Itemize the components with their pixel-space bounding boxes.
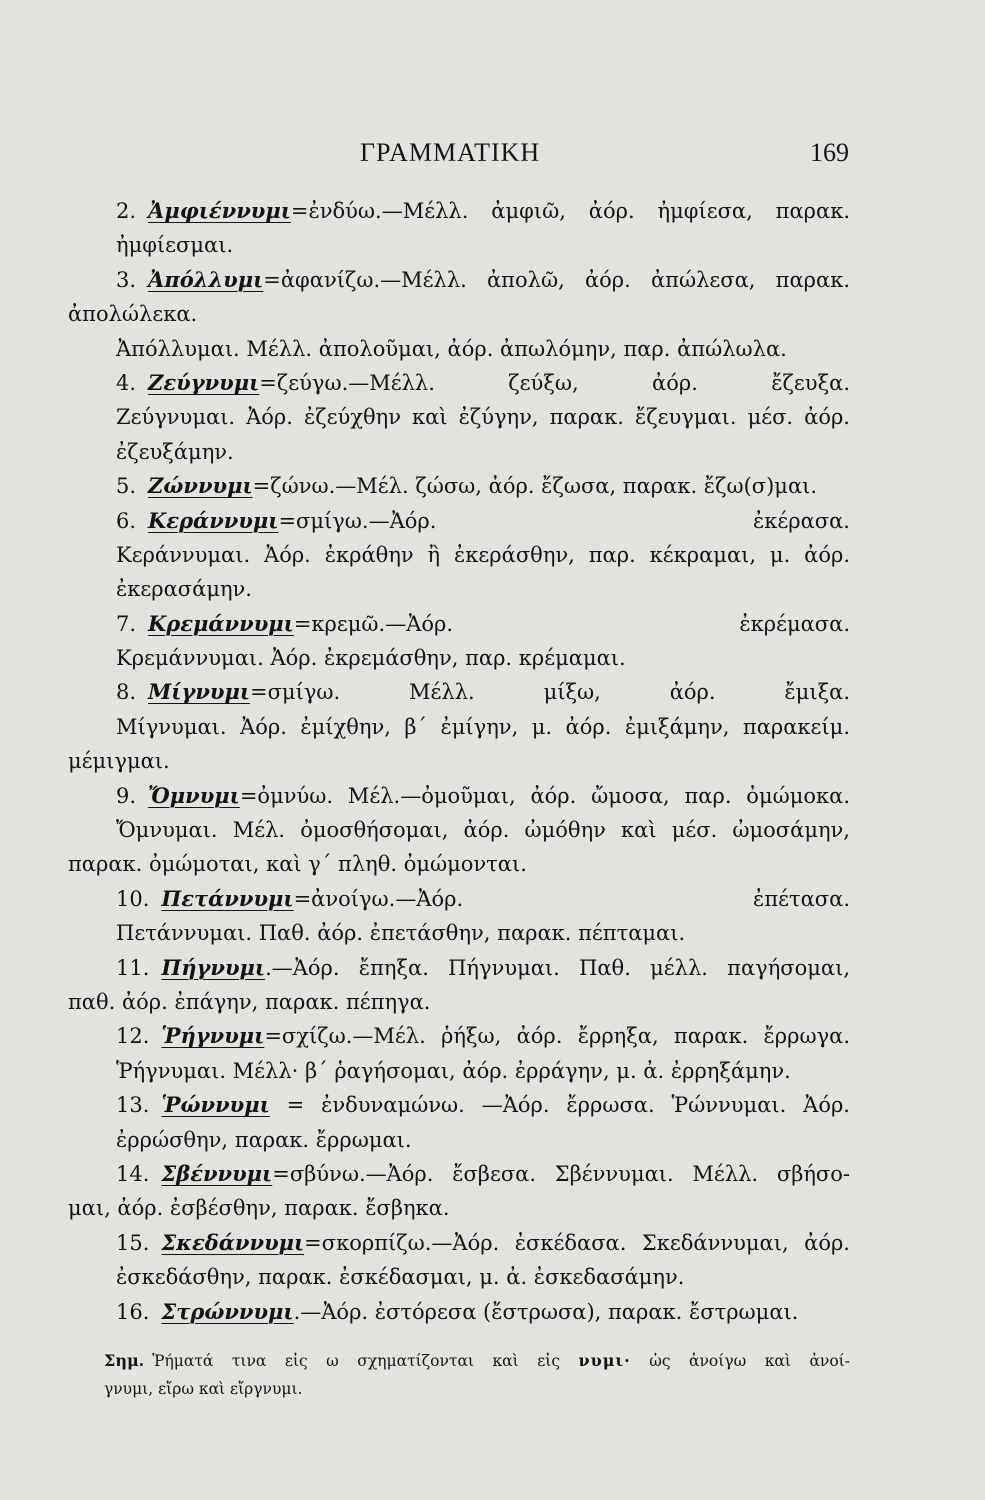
entry-definition: =ζεύγω.—Μέλλ. ζεύξω, ἀόρ. ἔζευξα. [259,370,850,395]
entry-number: 16. [116,1299,150,1324]
entry-number: 5. [116,474,137,499]
entry-first-line [68,882,850,916]
entry-line: ἀπολώλεκα. [68,302,198,327]
entry-number: 15. [116,1230,150,1255]
entry-headword: Σκεδάννυμι [161,1229,305,1255]
footnote-text: Ῥήματά τινα εἰς ω σχηματίζονται καὶ εἰς [152,1352,560,1370]
entry-line: Ὄμνυμαι. Μέλ. ὀμοσθήσομαι, ἀόρ. ὠμόθην καὶ μέσ. ὠμοσάμην, [116,818,850,843]
entry-first-line [68,504,850,538]
entry-definition: =σβύνω.—Ἀόρ. ἔσβεσα. Σβέννυμαι. Μέλλ. σβήσο- [272,1161,850,1186]
entry-line: παρακ. ὀμώμοται, καὶ γ΄ πληθ. ὀμώμονται. [68,852,527,877]
entry-number: 8. [116,680,137,705]
entry-first-line [68,469,850,503]
entry-first-line [68,951,850,985]
entry-definition: =ἐνδύω.—Μέλλ. ἀμφιῶ, ἀόρ. ἠμφίεσα, παρακ. [290,199,850,223]
entry-headword: Κρεμάννυμι [148,610,294,636]
page-header [0,138,985,178]
entry-number: 3. [116,267,137,292]
entry-first-line [68,263,850,297]
entry-first-line [68,1295,850,1329]
entry-headword: Ζώννυμι [148,473,253,499]
entry-number: 13. [116,1093,150,1118]
entry-headword: Ἀπόλλυμι [148,266,264,292]
entry-definition: =ἀνοίγω.—Ἀόρ. ἐπέτασα. [293,886,850,911]
verb-list [68,194,850,1329]
entry-definition: =σχίζω.—Μέλ. ῥήξω, ἀόρ. ἔρρηξα, παρακ. ἔρρωγα. [264,1024,850,1049]
entry-first-line [68,1157,850,1191]
entry-line: ἐκερασάμην. [116,577,252,602]
entry-number: 11. [116,955,150,980]
entry-definition: =ἀφανίζω.—Μέλλ. ἀπολῶ, ἀόρ. ἀπώλεσα, παρακ. [263,267,850,292]
entry-headword: Ῥήγνυμι [161,1023,265,1049]
entry-headword: Κεράννυμι [148,507,279,533]
entry-number: 14. [116,1161,150,1186]
footnote-label: Σημ. [104,1351,145,1370]
entry-number: 9. [116,783,137,808]
entry-definition: =σμίγω. Μέλλ. μίξω, ἀόρ. ἔμιξα. [250,680,850,705]
entry-definition: =κρεμῶ.—Ἀόρ. ἐκρέμασα. [293,611,850,636]
entry-headword: Στρώννυμι [161,1298,294,1324]
entry-headword: Μίγνυμι [148,679,250,705]
entry-first-line [68,1088,850,1122]
entry-number: 2. [116,199,137,223]
entry-line: μέμιγμαι. [68,749,170,774]
entry-first-line [68,675,850,709]
entry-headword: Ἀμφιέννυμι [148,198,291,223]
entry-line: Κρεμάννυμαι. Ἀόρ. ἐκρεμάσθην, παρ. κρέμαμαι. [116,646,626,671]
entry-line: Ζεύγνυμαι. Ἀόρ. ἐζεύχθην καὶ ἐζύγην, παρακ. ἔζευγμαι. μέσ. ἀόρ. [116,405,850,430]
entry-number: 10. [116,886,150,911]
footnote [104,1347,850,1403]
entry-number: 4. [116,370,137,395]
page-number: 169 [810,138,849,167]
footnote-line: γνυμι, εἴρω καὶ εἴργνυμι. [104,1380,303,1398]
entry-line: ἐζευξάμην. [116,439,234,464]
entry-line: ἐσκεδάσθην, παρακ. ἐσκέδασμαι, μ. ἀ. ἐσκεδασάμην. [116,1265,685,1290]
entry-first-line [68,607,850,641]
entry-headword: Πήγνυμι [161,954,266,980]
entry-definition: =ζώνω.—Μέλ. ζώσω, ἀόρ. ἔζωσα, παρακ. ἔζω(σ)μαι. [252,474,818,499]
entry-line: Κεράννυμαι. Ἀόρ. ἐκράθην ἢ ἐκεράσθην, παρ. κέκραμαι, μ. ἀόρ. [116,542,850,567]
entry-number: 12. [116,1024,150,1049]
entry-number: 7. [116,611,137,636]
entry-first-line [68,1226,850,1260]
entry-line: Πετάννυμαι. Παθ. ἀόρ. ἐπετάσθην, παρακ. πέπταμαι. [116,921,686,946]
entry-definition: =ὀμνύω. Μέλ.—ὀμοῦμαι, ἀόρ. ὤμοσα, παρ. ὀμώμοκα. [239,783,850,808]
entry-first-line [68,194,850,228]
footnote-emphasis: νυμι· [578,1351,631,1370]
entry-headword: Σβέννυμι [161,1160,273,1186]
entry-line: Μίγνυμαι. Ἀόρ. ἐμίχθην, β΄ ἐμίγην, μ. ἀόρ. ἐμιξάμην, παρακείμ. [116,714,850,739]
entry-line: μαι, ἀόρ. ἐσβέσθην, παρακ. ἔσβηκα. [68,1196,450,1221]
footnote-text: ὡς ἀνοίγω καὶ ἀνοί- [649,1352,850,1370]
entry-line: ἐρρώσθην, παρακ. ἔρρωμαι. [116,1127,412,1152]
entry-definition: =σμίγω.—Ἀόρ. ἐκέρασα. [278,508,850,533]
entry-line: παθ. ἀόρ. ἐπάγην, παρακ. πέπηγα. [68,989,431,1014]
entry-line: Ἀπόλλυμαι. Μέλλ. ἀπολοῦμαι, ἀόρ. ἀπωλόμην, παρ. ἀπώλωλα. [116,336,787,361]
entry-first-line [68,779,850,813]
entry-definition: .—Ἀόρ. ἔπηξα. Πήγνυμαι. Παθ. μέλλ. παγήσομαι, [265,955,850,980]
entry-headword: Ῥώννυμι [161,1092,270,1118]
entry-definition: = ἐνδυναμώνω. —Ἀόρ. ἔρρωσα. Ῥώννυμαι. Ἀόρ. [269,1093,850,1118]
entry-definition: =σκορπίζω.—Ἀόρ. ἐσκέδασα. Σκεδάννυμαι, ἀόρ. [304,1230,850,1255]
entry-headword: Ὄμνυμι [148,782,240,808]
entry-number: 6. [116,508,137,533]
entry-line: ἠμφίεσμαι. [116,233,234,258]
entry-headword: Ζεύγνυμι [148,369,260,395]
footnote-line [104,1347,850,1375]
entry-first-line [68,1019,850,1053]
entry-headword: Πετάννυμι [161,885,294,911]
running-title: ΓΡΑΜΜΑΤΙΚΗ [360,138,541,167]
entry-definition: .—Ἀόρ. ἐστόρεσα (ἔστρωσα), παρακ. ἔστρωμαι. [293,1299,799,1324]
entry-line: Ῥήγνυμαι. Μέλλ· β΄ ῥαγήσομαι, ἀόρ. ἐρράγην, μ. ἀ. ἐρρηξάμην. [116,1058,791,1083]
entry-first-line [68,366,850,400]
